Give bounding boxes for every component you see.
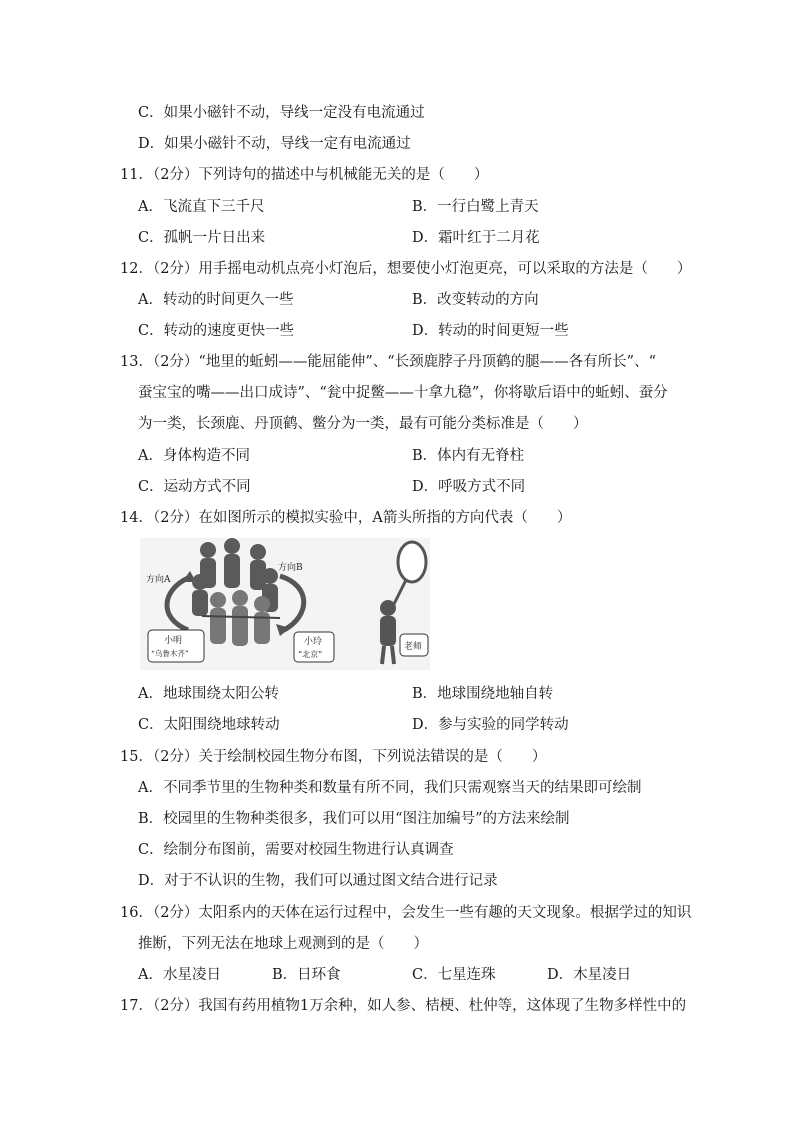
q13-stem-line2: 蚕宝宝的嘴——出口成诗”、“瓮中捉鳖——十拿九稳”，你将歇后语中的蚯蚓、蚕分 bbox=[138, 385, 668, 401]
q15-option-b: B．校园里的生物种类很多，我们可以用“图注加编号”的方法来绘制 bbox=[138, 811, 570, 827]
q14-stem: 14．（2分）在如图所示的模拟实验中，A箭头所指的方向代表（ ） bbox=[120, 510, 572, 526]
q15-option-c: C．绘制分布图前，需要对校园生物进行认真调查 bbox=[138, 842, 454, 858]
q12-option-b: B．改变转动的方向 bbox=[412, 292, 539, 308]
q12-option-d: D．转动的时间更短一些 bbox=[412, 323, 569, 339]
q11-stem: 11．（2分）下列诗句的描述中与机械能无关的是（ ） bbox=[120, 167, 489, 183]
label-xiaoming-role: “乌鲁木齐” bbox=[151, 649, 189, 658]
q11-option-d: D．霜叶红于二月花 bbox=[412, 230, 540, 246]
q16-stem-line1: 16．（2分）太阳系内的天体在运行过程中，会发生一些有趣的天文现象。根据学过的知识 bbox=[120, 905, 692, 921]
q16-stem-line2: 推断，下列无法在地球上观测到的是（ ） bbox=[138, 936, 428, 952]
q14-figure-simulation bbox=[140, 538, 430, 670]
q17-stem: 17．（2分）我国有药用植物1万余种，如人参、桔梗、杜仲等，这体现了生物多样性中的 bbox=[120, 998, 687, 1014]
label-direction-a: 方向A bbox=[146, 575, 171, 585]
q15-option-a: A．不同季节里的生物种类和数量有所不同，我们只需观察当天的结果即可绘制 bbox=[138, 780, 642, 796]
q13-option-c: C．运动方式不同 bbox=[138, 479, 251, 495]
q13-stem-line3: 为一类，长颈鹿、丹顶鹤、鳖分为一类，最有可能分类标准是（ ） bbox=[138, 416, 588, 432]
q16-option-c: C．七星连珠 bbox=[412, 967, 496, 983]
q16-option-b: B．日环食 bbox=[272, 967, 341, 983]
q12-option-c: C．转动的速度更快一些 bbox=[138, 323, 295, 339]
q14-option-a: A．地球围绕太阳公转 bbox=[138, 686, 279, 702]
q12-stem: 12．（2分）用手摇电动机点亮小灯泡后，想要使小灯泡更亮，可以采取的方法是（ ） bbox=[120, 261, 692, 277]
q14-option-b: B．地球围绕地轴自转 bbox=[412, 686, 554, 702]
q12-option-a: A．转动的时间更久一些 bbox=[138, 292, 294, 308]
q13-option-a: A．身体构造不同 bbox=[138, 448, 250, 464]
q15-option-d: D．对于不认识的生物，我们可以通过图文结合进行记录 bbox=[138, 873, 498, 889]
q11-option-a: A．飞流直下三千尺 bbox=[138, 199, 265, 215]
q10-option-c: C．如果小磁针不动，导线一定没有电流通过 bbox=[138, 105, 425, 121]
q13-stem-line1: 13．（2分）“地里的蚯蚓——能屈能伸”、“长颈鹿脖子丹顶鹤的腿——各有所长”、“ bbox=[120, 354, 656, 370]
label-xiaoling-role: “北京” bbox=[298, 650, 323, 659]
label-direction-b: 方向B bbox=[278, 563, 303, 573]
q13-option-d: D．呼吸方式不同 bbox=[412, 479, 526, 495]
q13-option-b: B．体内有无脊柱 bbox=[412, 448, 525, 464]
q14-option-d: D．参与实验的同学转动 bbox=[412, 717, 569, 733]
label-xiaoming: 小明 bbox=[164, 636, 183, 646]
q14-option-c: C．太阳围绕地球转动 bbox=[138, 717, 280, 733]
q15-stem: 15．（2分）关于绘制校园生物分布图，下列说法错误的是（ ） bbox=[120, 749, 547, 765]
q10-option-d: D．如果小磁针不动，导线一定有电流通过 bbox=[138, 136, 411, 152]
q16-option-d: D．木星凌日 bbox=[547, 967, 632, 983]
q11-option-c: C．孤帆一片日出来 bbox=[138, 230, 266, 246]
q16-option-a: A．水星凌日 bbox=[138, 967, 221, 983]
label-xiaoling: 小玲 bbox=[304, 637, 323, 647]
label-teacher: 老师 bbox=[404, 642, 423, 652]
q11-option-b: B．一行白鹭上青天 bbox=[412, 199, 539, 215]
